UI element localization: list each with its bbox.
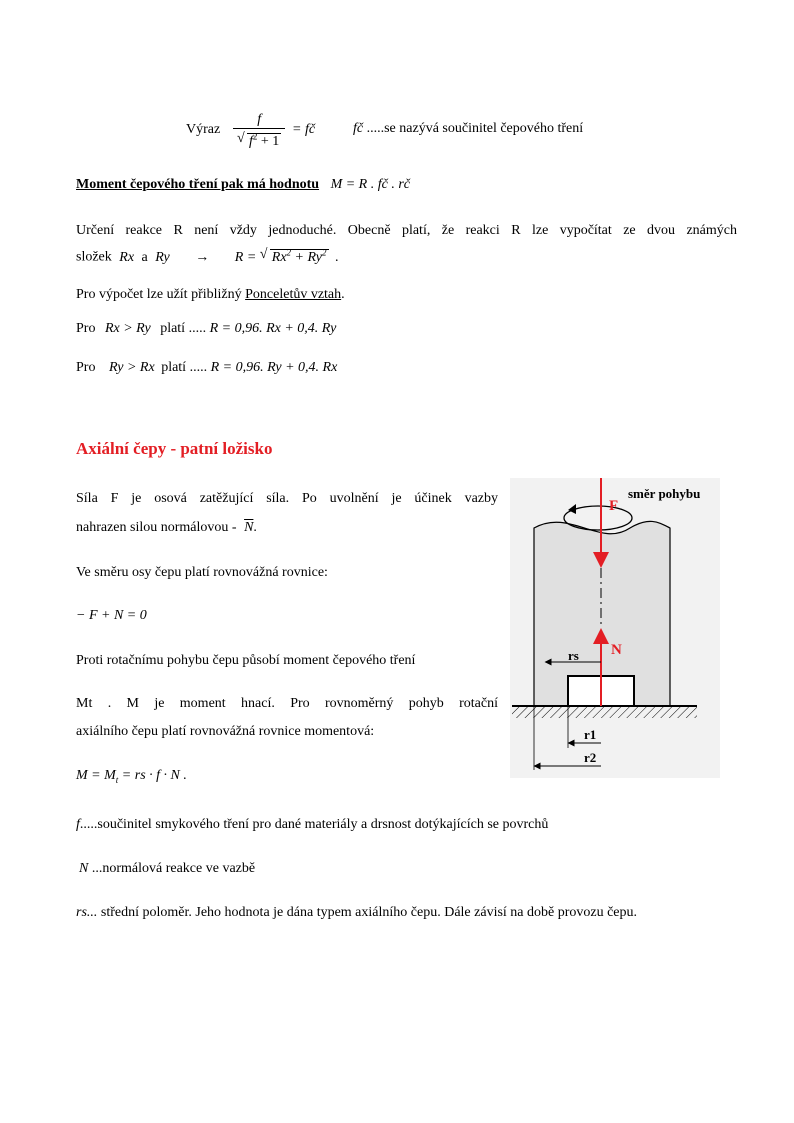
force-paragraph-line1: Síla F je osová zatěžující síla. Po uvolnění je účinek vazby — [76, 491, 498, 506]
case-ry-greater: Pro Ry > Rx platí ..... R = 0,96. Ry + 0,4. Rx — [76, 360, 338, 375]
axis-equation-intro: Ve směru osy čepu platí rovnovážná rovnice: — [76, 565, 328, 580]
formula-rhs: = fč — [292, 122, 316, 137]
reaction-paragraph-line2: složek Rx a Ry → R = √ $Rx^2 + Ry^2$ . — [76, 247, 339, 265]
definition-rs: rs... střední poloměr. Jeho hodnota je dána typem axiálního čepu. Dále závisí na době provozu čepu. — [76, 905, 638, 920]
section-title: Axiální čepy - patní ložisko — [76, 439, 273, 458]
axis-equation: − F + N = 0 — [76, 608, 147, 623]
thrust-bearing-diagram — [510, 478, 720, 778]
moment-paragraph-line1: Mt . M je moment hnací. Pro rovnoměrný pohyb rotační — [76, 696, 498, 711]
label-r2: r2 — [584, 750, 597, 765]
moment-formula: M = R . fč . rč — [330, 177, 410, 192]
moment-equation: $M = M_t$ = rs · f · N . — [76, 768, 187, 785]
reaction-paragraph-line1: Určení reakce R není vždy jednoduché. Obecně platí, že reakci R lze vypočítat ze dvou známých — [76, 223, 737, 238]
fraction-numerator: f — [257, 112, 262, 127]
moment-heading-text: Moment čepového tření pak má hodnotu — [76, 177, 320, 192]
fraction-denominator — [233, 128, 285, 150]
definition-f: f.....součinitel smykového tření pro dané materiály a drsnost dotýkajících se povrchů — [76, 817, 549, 832]
resultant-sqrt: √ $Rx^2 + Ry^2$ — [259, 247, 327, 265]
label-motion: směr pohybu — [628, 486, 701, 501]
label-r1: r1 — [584, 727, 597, 742]
label-rs: rs — [568, 648, 579, 663]
ground-hatch — [512, 706, 697, 718]
formula-fraction — [233, 112, 285, 150]
sqrt-symbol: √ $f^2 + 1$ — [237, 131, 280, 149]
case-rx-greater: Pro Rx > Ry platí ..... R = 0,96. Rx + 0,4. Ry — [76, 321, 337, 336]
poncelet-link[interactable]: Ponceletův vztah — [245, 287, 342, 302]
definition-n: N ...normálová reakce ve vazbě — [79, 861, 256, 876]
moment-heading — [76, 177, 410, 193]
friction-moment-intro: Proti rotačnímu pohybu čepu působí moment čepového tření — [76, 653, 416, 668]
label-n: N — [611, 642, 622, 658]
moment-paragraph-line2: axiálního čepu platí rovnovážná rovnice momentová: — [76, 724, 375, 739]
formula-label: Výraz — [186, 122, 221, 137]
arrow-glyph: → — [195, 249, 210, 265]
force-paragraph-line2: nahrazen silou normálovou - $\overline{N}$. — [76, 520, 257, 535]
label-f: F — [609, 498, 619, 514]
poncelet-paragraph: Pro výpočet lze užít přibližný Ponceletův vztah. — [76, 287, 345, 302]
friction-coefficient-description: fč .....se nazývá součinitel čepového tření — [353, 121, 584, 136]
